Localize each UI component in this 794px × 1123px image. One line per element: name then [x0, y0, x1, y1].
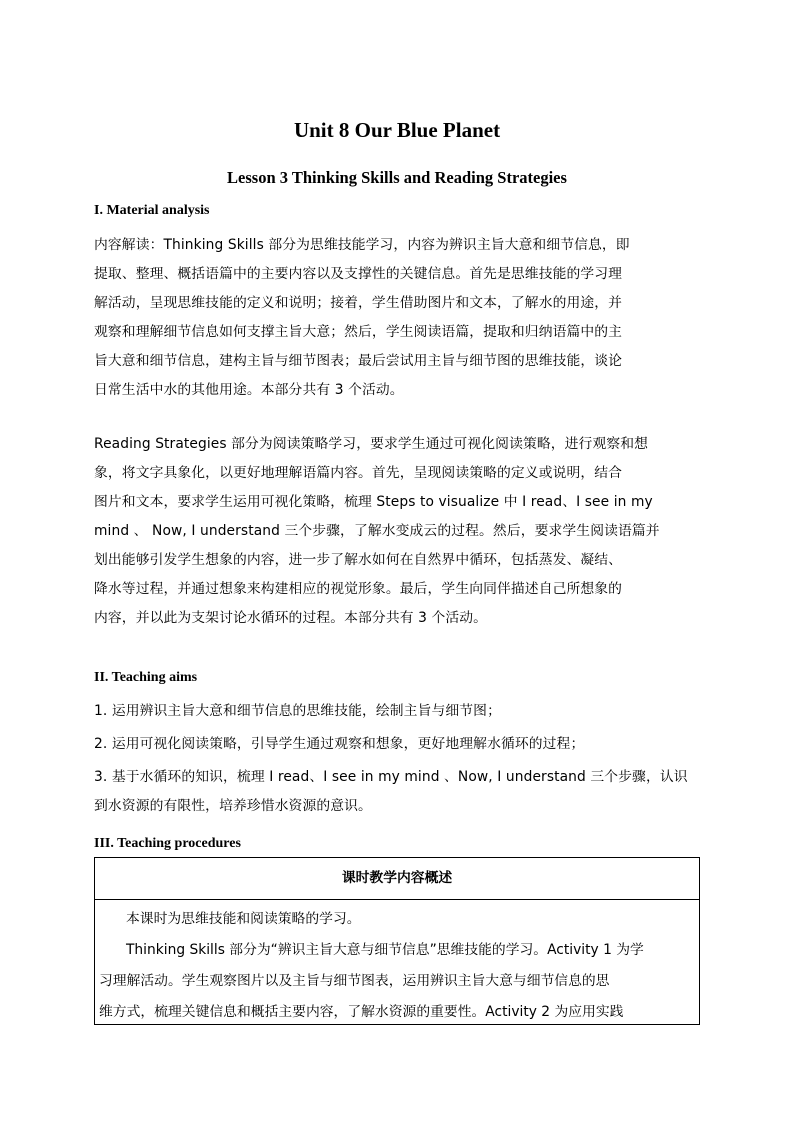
paragraph-reading-strategies	[94, 430, 698, 633]
text-line: 降水等过程，并通过想象来构建相应的视觉形象。最后，学生向同伴描述自己所想象的	[94, 581, 623, 597]
aim-1	[94, 697, 698, 726]
text-line: 划出能够引发学生想象的内容，进一步了解水如何在自然界中循环，包括蒸发、凝结、	[94, 552, 623, 568]
table-header: 课时教学内容概述	[95, 858, 699, 900]
aim-3	[94, 763, 698, 821]
text-line: 习理解活动。学生观察图片以及主旨与细节图表，运用辨识主旨大意与细节信息的思	[99, 973, 610, 989]
section-heading-teaching-aims: II. Teaching aims	[94, 670, 198, 685]
text-line: Reading Strategies 部分为阅读策略学习，要求学生通过可视化阅读策略，进行观察和想	[94, 436, 649, 452]
text-line: 象，将文字具象化，以更好地理解语篇内容。首先，呈现阅读策略的定义或说明，结合	[94, 465, 623, 481]
text-line: 观察和理解细节信息如何支撑主旨大意；然后，学生阅读语篇，提取和归纳语篇中的主	[94, 324, 623, 340]
text-line: 图片和文本，要求学生运用可视化策略，梳理 Steps to visualize 中 I read、I see in my	[94, 494, 653, 510]
section-heading-material-analysis: I. Material analysis	[94, 203, 210, 218]
text-line: 2. 运用可视化阅读策略，引导学生通过观察和想象，更好地理解水循环的过程；	[94, 736, 585, 752]
lesson-content-table	[94, 857, 700, 1025]
text-line: 提取、整理、概括语篇中的主要内容以及支撑性的关键信息。首先是思维技能的学习理	[94, 266, 623, 282]
text-line: Thinking Skills 部分为“辨识主旨大意与细节信息”思维技能的学习。Activity 1 为学	[126, 942, 644, 958]
text-line: 内容解读：Thinking Skills 部分为思维技能学习，内容为辨识主旨大意和细节信息，即	[94, 237, 630, 253]
text-line: 到水资源的有限性，培养珍惜水资源的意识。	[94, 798, 372, 814]
text-line: 内容，并以此为支架讨论水循环的过程。本部分共有 3 个活动。	[94, 610, 488, 626]
aim-2	[94, 730, 698, 759]
text-line: 解活动，呈现思维技能的定义和说明；接着，学生借助图片和文本，了解水的用途，并	[94, 295, 623, 311]
table-cell	[95, 900, 699, 1028]
text-line: 旨大意和细节信息，建构主旨与细节图表；最后尝试用主旨与细节图的思维技能，谈论	[94, 353, 623, 369]
lesson-title: Lesson 3 Thinking Skills and Reading Strategies	[227, 168, 567, 187]
text-line: mind 、 Now, I understand 三个步骤，了解水变成云的过程。然后，要求学生阅读语篇并	[94, 523, 660, 539]
text-line: 维方式，梳理关键信息和概括主要内容，了解水资源的重要性。Activity 2 为应用实践	[99, 1004, 624, 1020]
unit-title: Unit 8 Our Blue Planet	[293, 118, 501, 142]
section-heading-teaching-procedures: III. Teaching procedures	[94, 836, 241, 851]
paragraph-thinking-skills	[94, 231, 698, 405]
text-line: 本课时为思维技能和阅读策略的学习。	[126, 911, 361, 927]
text-line: 日常生活中水的其他用途。本部分共有 3 个活动。	[94, 382, 404, 398]
text-line: 1. 运用辨识主旨大意和细节信息的思维技能，绘制主旨与细节图；	[94, 703, 501, 719]
text-line: 3. 基于水循环的知识，梳理 I read、I see in my mind 、Now, I understand 三个步骤，认识	[94, 769, 688, 785]
